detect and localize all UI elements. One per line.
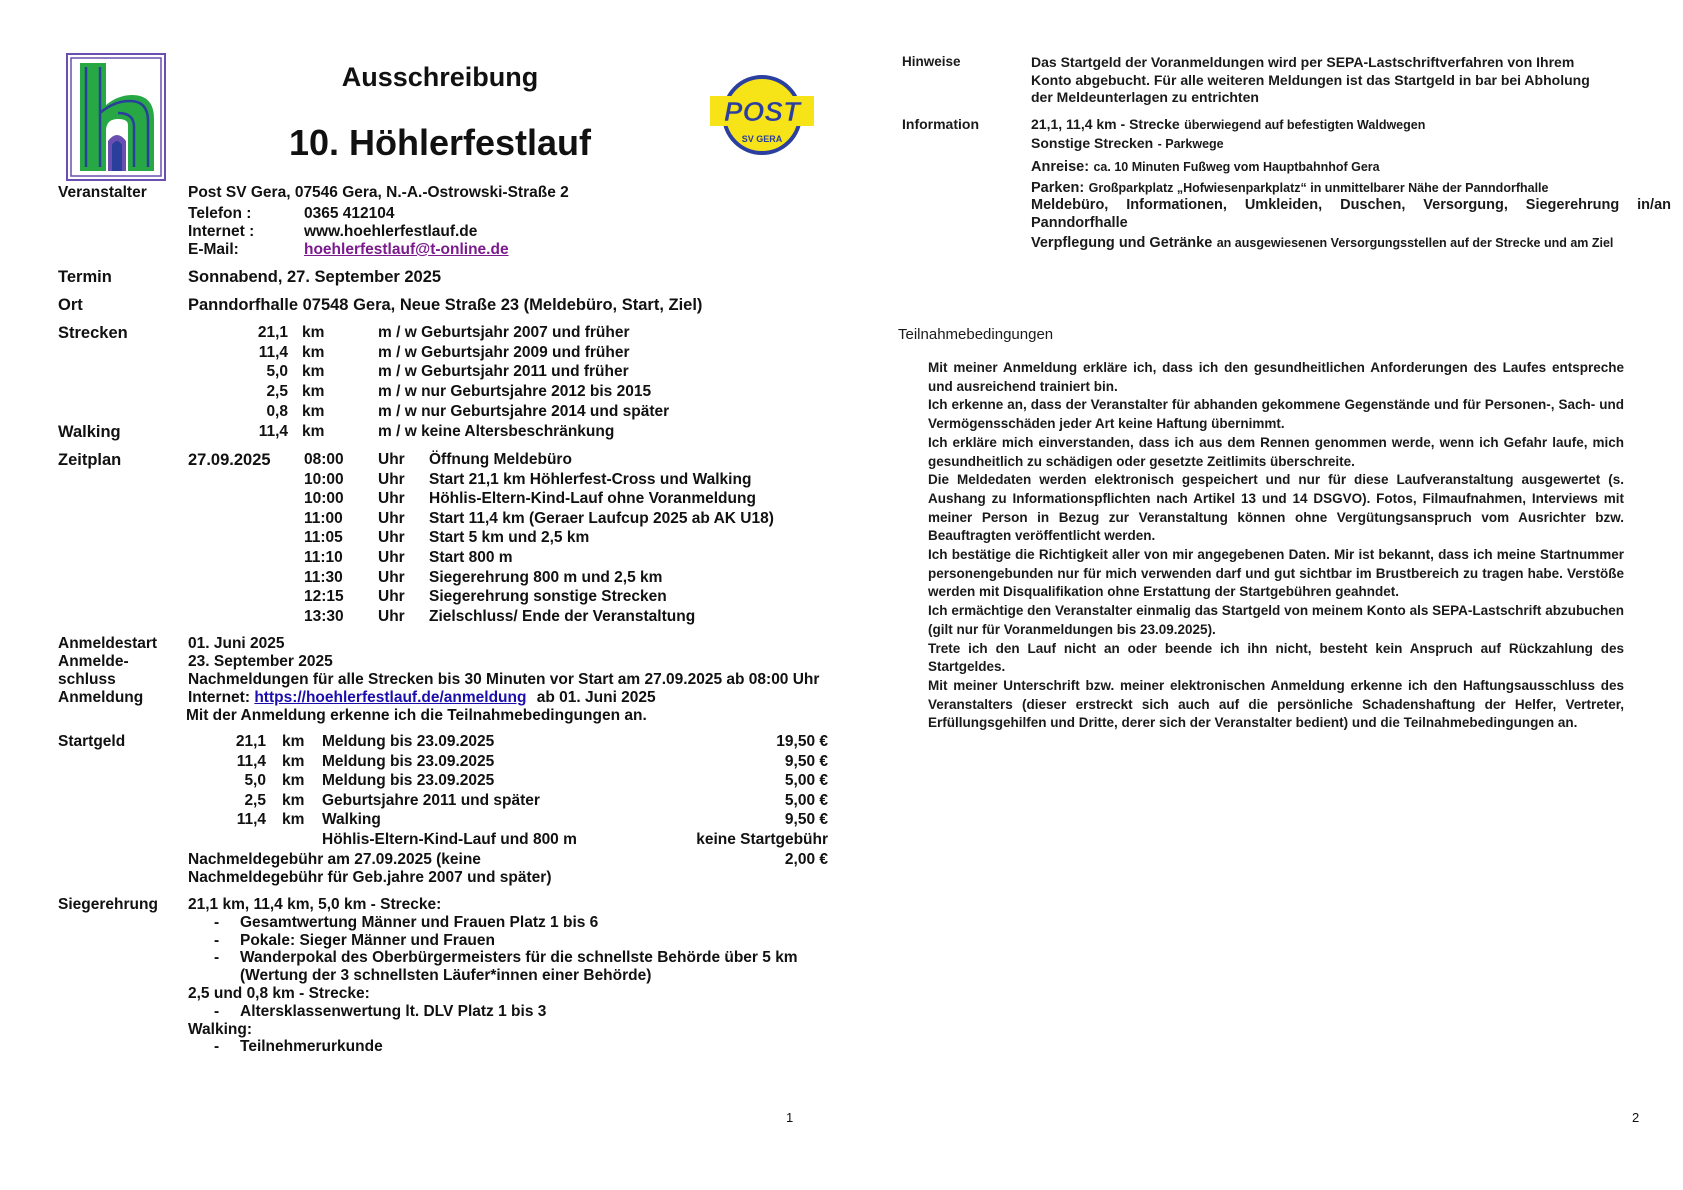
startgeld-price: keine Startgebühr bbox=[696, 831, 828, 848]
siegerehrung-block bbox=[188, 896, 798, 1056]
anmeldung-accept-note: Mit der Anmeldung erkenne ich die Teilnahmebedingungen an. bbox=[186, 707, 647, 724]
nachmeldegebuehr-1: Nachmeldegebühr am 27.09.2025 (keine bbox=[188, 851, 481, 868]
zeitplan-description: Start 800 m bbox=[429, 549, 513, 566]
startgeld-description: Meldung bis 23.09.2025 bbox=[322, 772, 495, 790]
strecke-unit: km bbox=[302, 363, 325, 380]
hinweise-line: Konto abgebucht. Für alle weiteren Meldungen ist das Startgeld in bar bei Abholung bbox=[1031, 71, 1590, 88]
anmeldeschluss-label-2: schluss bbox=[58, 671, 116, 688]
hinweise-text bbox=[1031, 54, 1590, 107]
zeitplan-description: Siegerehrung sonstige Strecken bbox=[429, 588, 667, 606]
zeitplan-uhr: Uhr bbox=[378, 568, 405, 586]
zeitplan-uhr: Uhr bbox=[378, 607, 405, 625]
strecke-distance: 11,4 bbox=[258, 344, 288, 361]
siegerehrung-label: Siegerehrung bbox=[58, 896, 158, 913]
zeitplan-uhr: Uhr bbox=[378, 509, 405, 527]
information-label: Information bbox=[902, 116, 979, 132]
hinweise-line: der Meldeunterlagen zu entrichten bbox=[1031, 89, 1259, 106]
anmeldung-url[interactable]: https://hoehlerfestlauf.de/anmeldung bbox=[254, 689, 527, 706]
termin-label: Termin bbox=[58, 268, 112, 286]
startgeld-distance: 11,4 bbox=[236, 811, 266, 829]
strecke-description: m / w Geburtsjahr 2011 und früher bbox=[378, 363, 629, 380]
strecke-unit: km bbox=[302, 423, 325, 440]
strecke-description: m / w nur Geburtsjahre 2012 bis 2015 bbox=[378, 383, 652, 400]
info-sonstige-head: Sonstige Strecken bbox=[1031, 134, 1154, 151]
zeitplan-time: 11:00 bbox=[304, 509, 343, 527]
termin-value: Sonnabend, 27. September 2025 bbox=[188, 268, 442, 286]
startgeld-description: Geburtsjahre 2011 und später bbox=[322, 791, 540, 809]
zeitplan-description: Siegerehrung 800 m und 2,5 km bbox=[429, 568, 663, 586]
page-number-2: 2 bbox=[1632, 1110, 1640, 1125]
strecke-description: m / w nur Geburtsjahre 2014 und später bbox=[378, 403, 670, 420]
zeitplan-uhr: Uhr bbox=[378, 588, 405, 606]
strecke-distance: 5,0 bbox=[266, 363, 288, 380]
zeitplan-time: 11:05 bbox=[304, 529, 343, 547]
siegerehrung-item: - Gesamtwertung Männer und Frauen Platz 1 bis 6 bbox=[214, 914, 798, 932]
nachmeldung-note: Nachmeldungen für alle Strecken bis 30 Minuten vor Start am 27.09.2025 ab 08:00 Uhr bbox=[188, 671, 820, 688]
nachmeldegebuehr-price: 2,00 € bbox=[784, 851, 828, 868]
teilnahme-paragraph: Ich ermächtige den Veranstalter einmalig das Startgeld von meinem Konto als SEPA-Lastschrift abzubuchen (gilt nur für Voranmeldungen bis 23.09.2025). bbox=[928, 603, 1624, 637]
phone-value: 0365 412104 bbox=[304, 205, 395, 222]
hinweise-line: Das Startgeld der Voranmeldungen wird per SEPA-Lastschriftverfahren von Ihrem bbox=[1031, 54, 1575, 70]
siegerehrung-heading-2: 2,5 und 0,8 km - Strecke: bbox=[188, 984, 370, 1002]
info-meldebuero: Meldebüro, Informationen, Umkleiden, Duschen, Versorgung, Siegerehrung in/an Panndorfhalle bbox=[1031, 197, 1671, 231]
teilnahme-heading: Teilnahmebedingungen bbox=[898, 326, 1054, 343]
anmeldung-line bbox=[188, 689, 656, 707]
strecke-distance: 2,5 bbox=[266, 383, 288, 400]
zeitplan-time: 13:30 bbox=[304, 607, 344, 625]
teilnahme-text bbox=[928, 359, 1624, 733]
zeitplan-description: Start 21,1 km Höhlerfest-Cross und Walking bbox=[429, 470, 752, 488]
strecke-description: m / w keine Altersbeschränkung bbox=[378, 423, 615, 440]
startgeld-unit: km bbox=[282, 733, 305, 750]
info-strecke-text: überwiegend auf befestigten Waldwegen bbox=[1184, 118, 1426, 132]
startgeld-price: 19,50 € bbox=[776, 733, 828, 750]
mail-link[interactable]: hoehlerfestlauf@t-online.de bbox=[304, 241, 509, 258]
zeitplan-label: Zeitplan bbox=[58, 451, 122, 469]
veranstalter-label: Veranstalter bbox=[58, 184, 147, 201]
siegerehrung-item: - Wanderpokal des Oberbürgermeisters für die schnellste Behörde über 5 km bbox=[214, 949, 798, 967]
zeitplan-date: 27.09.2025 bbox=[188, 451, 271, 469]
strecke-unit: km bbox=[302, 403, 325, 420]
startgeld-unit: km bbox=[282, 772, 305, 790]
siegerehrung-item: - Teilnehmerurkunde bbox=[214, 1038, 798, 1056]
anmeldung-url-suffix: ab 01. Juni 2025 bbox=[536, 689, 656, 706]
startgeld-distance: 11,4 bbox=[236, 752, 266, 770]
anmeldung-label: Anmeldung bbox=[58, 689, 144, 706]
zeitplan-time: 11:30 bbox=[304, 568, 343, 586]
teilnahme-paragraph: Die Meldedaten werden elektronisch gespeichert und nur für diese Laufveranstaltung ausgewertet (s. Aushang zu Informationspflichten nach Artikel 13 und 14 DSGVO). Fotos, Filmaufnahmen, Interviews mit meiner Person in Bezug zur Veranstaltung können ohne Vergütungsanspruch vom Ausrichter bzw. Beauftragten veröffentlicht werden. bbox=[928, 472, 1624, 544]
hoehlerfest-logo bbox=[66, 53, 166, 181]
startgeld-distance: 5,0 bbox=[244, 772, 266, 790]
document-title: Ausschreibung bbox=[341, 62, 539, 92]
teilnahme-paragraph: Ich bestätige die Richtigkeit aller von mir angegebenen Daten. Mir ist bekannt, dass ich meine Startnummer personengebunden nur für mich verwenden darf und gut sichtbar im Brustbereich zu tragen habe. Verstöße werden mit Disqualifikation ohne Erstattung der Startgebühren geahndet. bbox=[928, 547, 1624, 600]
startgeld-distance: 2,5 bbox=[244, 791, 266, 809]
strecken-label: Strecken bbox=[58, 324, 128, 342]
startgeld-description: Meldung bis 23.09.2025 bbox=[322, 733, 495, 750]
walking-label: Walking bbox=[58, 423, 121, 441]
nachmeldegebuehr-2: Nachmeldegebühr für Geb.jahre 2007 und später) bbox=[188, 869, 552, 886]
info-verpflegung-head: Verpflegung und Getränke bbox=[1031, 235, 1213, 251]
zeitplan-time: 08:00 bbox=[304, 451, 344, 468]
startgeld-description: Meldung bis 23.09.2025 bbox=[322, 752, 495, 770]
startgeld-unit: km bbox=[282, 811, 305, 829]
startgeld-distance: 21,1 bbox=[235, 733, 266, 750]
anmeldestart-label: Anmeldestart bbox=[58, 635, 158, 652]
strecke-unit: km bbox=[302, 383, 325, 400]
strecke-description: m / w Geburtsjahr 2009 und früher bbox=[378, 344, 630, 361]
startgeld-price: 9,50 € bbox=[784, 811, 828, 829]
strecke-unit: km bbox=[302, 344, 325, 361]
siegerehrung-item-note: (Wertung der 3 schnellsten Läufer*innen einer Behörde) bbox=[240, 967, 652, 985]
anmeldeschluss-value: 23. September 2025 bbox=[188, 653, 333, 670]
phone-label: Telefon : bbox=[188, 205, 252, 222]
info-anreise-text: ca. 10 Minuten Fußweg vom Hauptbahnhof Gera bbox=[1093, 160, 1380, 174]
info-parken-text: Großparkplatz „Hofwiesenparkplatz“ in unmittelbarer Nähe der Panndorfhalle bbox=[1088, 180, 1549, 195]
veranstalter-value: Post SV Gera, 07546 Gera, N.-A.-Ostrowski-Straße 2 bbox=[188, 184, 569, 201]
info-parken-head: Parken: bbox=[1031, 179, 1085, 196]
strecke-unit: km bbox=[302, 324, 325, 341]
startgeld-unit: km bbox=[282, 791, 305, 809]
zeitplan-description: Öffnung Meldebüro bbox=[429, 451, 572, 468]
zeitplan-time: 10:00 bbox=[304, 470, 344, 488]
teilnahme-paragraph: Mit meiner Anmeldung erkläre ich, dass ich den gesundheitlichen Anforderungen des Laufes entspreche und ausreichend trainiert bin. bbox=[928, 360, 1624, 394]
zeitplan-time: 11:10 bbox=[304, 549, 343, 566]
information-text bbox=[1031, 116, 1671, 253]
ort-label: Ort bbox=[58, 296, 83, 314]
siegerehrung-heading-3: Walking: bbox=[188, 1020, 253, 1038]
startgeld-price: 5,00 € bbox=[784, 791, 828, 809]
zeitplan-time: 10:00 bbox=[304, 490, 344, 508]
ort-value: Panndorfhalle 07548 Gera, Neue Straße 23 (Meldebüro, Start, Ziel) bbox=[188, 296, 703, 314]
strecke-description: m / w Geburtsjahr 2007 und früher bbox=[378, 324, 630, 341]
zeitplan-uhr: Uhr bbox=[378, 490, 405, 508]
post-logo-word: POST bbox=[723, 96, 801, 127]
zeitplan-description: Start 5 km und 2,5 km bbox=[429, 529, 590, 547]
zeitplan-description: Höhlis-Eltern-Kind-Lauf ohne Voranmeldung bbox=[429, 490, 756, 508]
startgeld-description: Höhlis-Eltern-Kind-Lauf und 800 m bbox=[322, 831, 577, 848]
mail-label: E-Mail: bbox=[188, 241, 239, 258]
info-sonstige-text: - Parkwege bbox=[1157, 136, 1224, 151]
siegerehrung-heading-1: 21,1 km, 11,4 km, 5,0 km - Strecke: bbox=[188, 896, 442, 913]
info-verpflegung-text: an ausgewiesenen Versorgungsstellen auf der Strecke und am Ziel bbox=[1216, 236, 1614, 250]
teilnahme-paragraph: Mit meiner Unterschrift bzw. meiner elektronischen Anmeldung erkenne ich den Haftungsausschluss des Veranstalters (dieser erstreckt sich auch auf die persönliche Schadenshaftung der Helfer, Vertreter, Erfüllungsgehilfen und Dritte, derer sich der Veranstalter bedient) und die Teilnahmebedingungen an. bbox=[928, 677, 1624, 731]
zeitplan-uhr: Uhr bbox=[378, 529, 405, 547]
teilnahme-paragraph: Ich erkläre mich einverstanden, dass ich aus dem Rennen genommen werde, wenn ich Gefahr laufe, mich gesundheitlich zu schädigen oder gesetzte Zeitlimits überschreite. bbox=[928, 434, 1624, 469]
zeitplan-uhr: Uhr bbox=[378, 470, 405, 488]
anmeldestart-value: 01. Juni 2025 bbox=[188, 635, 285, 652]
startgeld-label: Startgeld bbox=[58, 733, 126, 750]
web-label: Internet : bbox=[188, 223, 255, 240]
strecke-distance: 0,8 bbox=[266, 403, 288, 420]
zeitplan-description: Start 11,4 km (Geraer Laufcup 2025 ab AK U18) bbox=[429, 509, 774, 527]
siegerehrung-item: - Pokale: Sieger Männer und Frauen bbox=[214, 932, 798, 950]
web-value: www.hoehlerfestlauf.de bbox=[304, 223, 478, 240]
post-logo-sub: SV GERA bbox=[741, 134, 783, 144]
zeitplan-uhr: Uhr bbox=[378, 451, 405, 468]
startgeld-price: 5,00 € bbox=[784, 772, 828, 790]
post-sv-gera-logo bbox=[706, 72, 818, 158]
strecke-distance: 21,1 bbox=[257, 324, 288, 341]
teilnahme-paragraph: Ich erkenne an, dass der Veranstalter für abhanden gekommene Gegenstände und für Personen-, Sach- und Vermögensschäden jeder Art keine Haftung übernimmt. bbox=[928, 397, 1624, 432]
zeitplan-uhr: Uhr bbox=[378, 549, 405, 566]
info-anreise-head: Anreise: bbox=[1031, 159, 1090, 175]
zeitplan-time: 12:15 bbox=[304, 588, 344, 606]
siegerehrung-item: - Altersklassenwertung lt. DLV Platz 1 bis 3 bbox=[214, 1003, 798, 1021]
zeitplan-description: Zielschluss/ Ende der Veranstaltung bbox=[429, 607, 696, 625]
anmeldeschluss-label-1: Anmelde- bbox=[58, 653, 129, 670]
startgeld-description: Walking bbox=[322, 811, 381, 829]
event-title: 10. Höhlerfestlauf bbox=[288, 122, 592, 163]
teilnahme-paragraph: Trete ich den Lauf nicht an oder beende ich ihn nicht, besteht kein Anspruch auf Rückzahlung des Startgeldes. bbox=[928, 640, 1624, 675]
startgeld-unit: km bbox=[282, 752, 305, 770]
info-strecke-head: 21,1, 11,4 km - Strecke bbox=[1031, 116, 1180, 132]
page-number-1: 1 bbox=[786, 1110, 794, 1125]
strecke-distance: 11,4 bbox=[258, 423, 288, 440]
internet-prefix: Internet: bbox=[188, 689, 250, 706]
hinweise-label: Hinweise bbox=[902, 54, 961, 69]
startgeld-price: 9,50 € bbox=[784, 752, 828, 770]
